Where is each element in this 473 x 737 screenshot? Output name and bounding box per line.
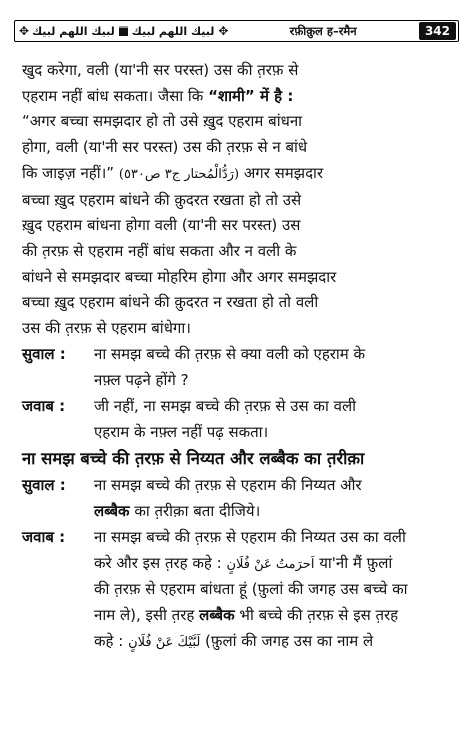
text-line: उस की त़रफ़ से एहराम बांधेगा।: [22, 319, 191, 338]
text-line: बच्चा ख़ुद एहराम बांधने की क़ुदरत न रखता हो तो वली: [22, 293, 319, 312]
labbaik-text: لبيك اللهم لبيك: [32, 24, 115, 38]
page-number: 342: [419, 22, 456, 40]
text-line: खुद करेगा, वली (या'नी सर परस्त) उस की त़रफ़ से: [22, 61, 299, 79]
answer-text: ना समझ बच्चे की त़रफ़ से एहराम की निय्यत उस का वली करे और इस त़रह कहे : اَحرَمتُ عَنْ فُلَانٍ या'नी मैं फ़ुलां की त़रफ़ से एहराम बांधता हूं (फ़ुलां की जगह उस बच्चे का नाम ले), इसी त़रह लब्बैक भी बच्चे की त़रफ़ से इस त़रह कहे : لَبَّيْكَ عَنْ فُلَانٍ (फ़ुलां की जगह उस का नाम ले: [94, 528, 408, 650]
question-1: [22, 342, 452, 393]
answer-label: जवाब :: [22, 397, 66, 415]
ornament-icon: ✥: [218, 24, 228, 38]
question-label: सुवाल :: [22, 345, 66, 363]
kaaba-icon: [119, 26, 128, 36]
section-heading: ना समझ बच्चे की त़रफ़ से निय्यत और लब्बैक का त़रीक़ा: [22, 449, 365, 468]
question-2: [22, 473, 452, 524]
question-text: ना समझ बच्चे की त़रफ़ से क्या वली को एहराम के नफ़्ल पढ़ने होंगे ?: [94, 345, 366, 389]
text-line: की त़रफ़ से एहराम नहीं बांध सकता और न वली के: [22, 241, 297, 260]
labbaik-text: لبيك اللهم لبيك: [131, 24, 215, 38]
page-header: [14, 20, 459, 42]
text-line: बांधने से समझदार बच्चा मोहरिम होगा और अगर समझदार: [22, 267, 337, 286]
reference-citation: (رَدُّالْمُحتار ج٣ ص٥٣٠): [118, 166, 240, 182]
answer-text: जी नहीं, ना समझ बच्चे की त़रफ़ से उस का वली एहराम के नफ़्ल नहीं पढ़ सकता।: [94, 397, 357, 441]
question-label: सुवाल :: [22, 476, 66, 494]
answer-label: जवाब :: [22, 528, 66, 546]
intro-paragraph: [22, 58, 452, 342]
header-left-ornaments: [15, 24, 227, 38]
text-line: होगा, वली (या'नी सर परस्त) उस की त़रफ़ से न बांधे: [22, 138, 308, 157]
text-line: “अगर बच्चा समझदार हो तो उसे ख़ुद एहराम बांधना: [22, 112, 303, 131]
text-line: एहराम नहीं बांध सकता। जैसा कि “शामी” में है :: [22, 86, 294, 105]
answer-1: [22, 394, 452, 445]
text-line: ख़ुद एहराम बांधना होगा वली (या'नी सर परस्त) उस: [22, 216, 301, 235]
book-title: रफ़ीक़ुल ह–रमैन: [289, 23, 357, 38]
question-text: ना समझ बच्चे की त़रफ़ से एहराम की निय्यत और लब्बैक का त़रीक़ा बता दीजिये।: [94, 476, 362, 520]
arabic-phrase: لَبَّيْكَ عَنْ فُلَانٍ: [128, 634, 201, 650]
ornament-icon: ✥: [19, 24, 29, 38]
text-line: कि जाइज़ नहीं।” (رَدُّالْمُحتار ج٣ ص٥٣٠) अगर समझदार: [22, 163, 324, 182]
answer-2: [22, 525, 452, 656]
text-line: बच्चा ख़ुद एहराम बांधने की क़ुदरत रखता हो तो उसे: [22, 190, 302, 209]
arabic-phrase: اَحرَمتُ عَنْ فُلَانٍ: [226, 556, 315, 572]
